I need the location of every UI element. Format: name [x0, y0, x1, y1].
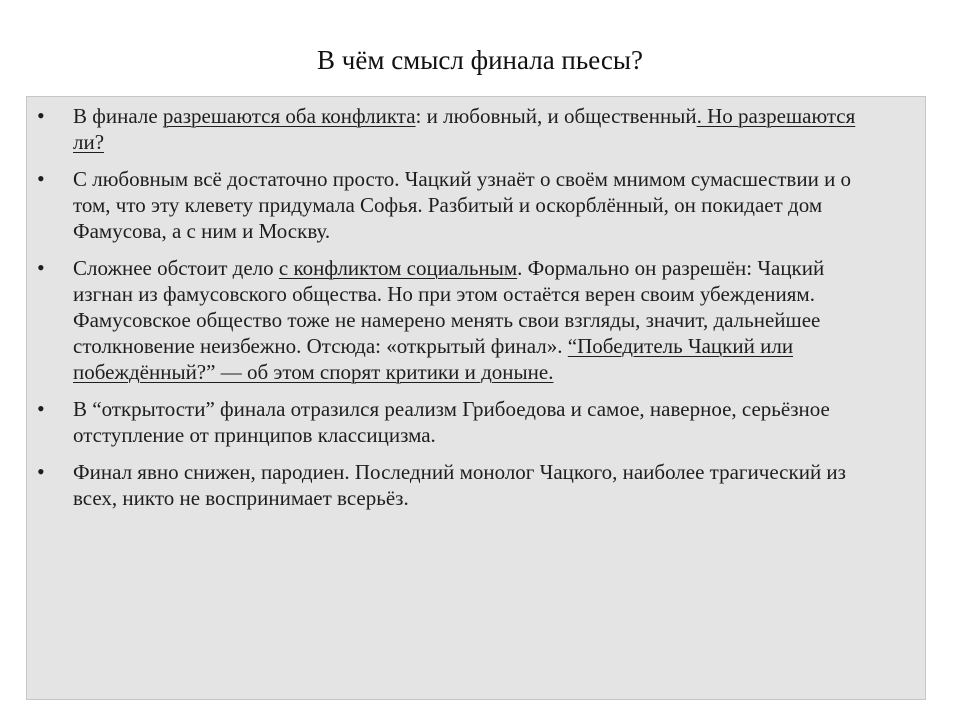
text-run: Сложнее обстоит дело — [73, 256, 279, 280]
text-run: В “открытости” финала отразился реализм Грибоедова и самое, наверное, серьёзное отступление от принципов классицизма. — [73, 397, 830, 447]
bullet-dot-icon: • — [37, 255, 45, 280]
bullet-dot-icon: • — [37, 459, 45, 484]
text-run: В финале — [73, 104, 163, 128]
bullet-item — [27, 166, 887, 244]
content-box — [26, 96, 926, 700]
bullet-dot-icon: • — [37, 396, 45, 421]
bullet-list — [27, 103, 887, 522]
text-run: . Формально он разрешён: Чацкий изгнан из фамусовского общества. Но при этом остаётся верен своим убеждениям. Фамусовское общество тоже не намерено менять свои взгляды, значит, дальнейшее столкновение неизбежно. Отсюда: «открытый финал». — [73, 256, 825, 358]
bullet-dot-icon: • — [37, 103, 45, 128]
bullet-item — [27, 103, 887, 155]
text-run: С любовным всё достаточно просто. Чацкий узнаёт о своём мнимом сумасшествии и о том, что эту клевету придумала Софья. Разбитый и оскорблённый, он покидает дом Фамусова, а с ним и Москву. — [73, 167, 852, 243]
text-run: : и любовный, и общественный — [415, 104, 697, 128]
underlined-text: “Победитель Чацкий или побеждённый?” — об этом спорят критики и доныне. — [73, 334, 794, 384]
bullet-dot-icon: • — [37, 166, 45, 191]
bullet-text — [73, 397, 830, 447]
bullet-item — [27, 255, 887, 385]
underlined-text: разрешаются оба конфликта — [162, 104, 416, 128]
bullet-text — [73, 256, 824, 384]
bullet-item — [27, 459, 887, 511]
slide-title: В чём смысл финала пьесы? — [317, 45, 643, 75]
bullet-item — [27, 396, 887, 448]
text-run: Финал явно снижен, пародиен. Последний монолог Чацкого, наиболее трагический из всех, никто не воспринимает всерьёз. — [73, 460, 846, 510]
bullet-text — [73, 167, 851, 243]
bullet-text — [73, 460, 846, 510]
bullet-text — [73, 104, 855, 154]
underlined-text: с конфликтом социальным — [278, 256, 518, 280]
underlined-text: . Но разрешаются ли? — [73, 104, 856, 154]
